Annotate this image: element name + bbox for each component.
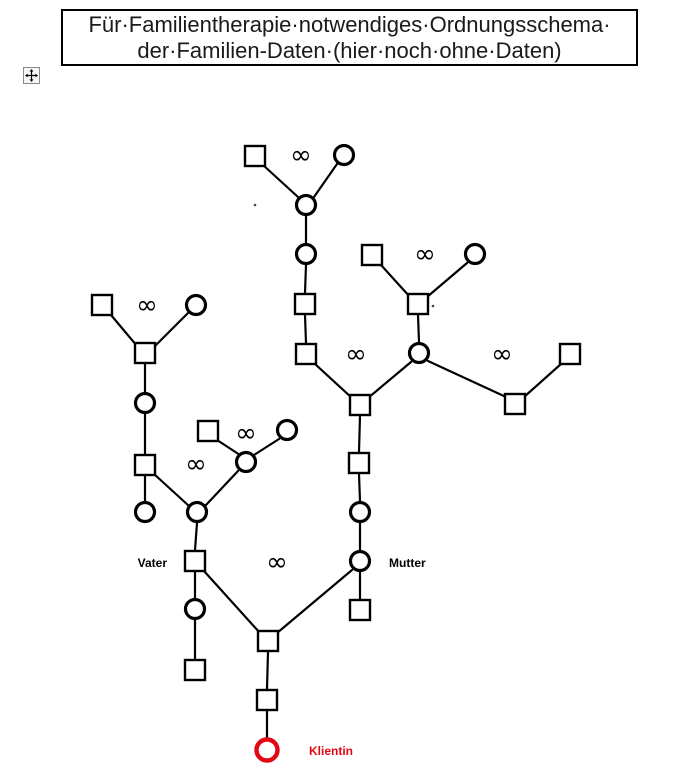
person-female-circle[interactable] xyxy=(136,394,155,413)
person-male-square[interactable] xyxy=(198,421,218,441)
person-male-square[interactable] xyxy=(350,395,370,415)
relationship-line xyxy=(204,571,260,633)
relationship-line xyxy=(195,523,197,550)
person-female-circle[interactable] xyxy=(297,196,316,215)
stray-mark xyxy=(432,305,435,308)
stray-mark xyxy=(254,204,257,207)
person-female-circle[interactable] xyxy=(188,503,207,522)
person-male-square[interactable] xyxy=(92,295,112,315)
relationship-line xyxy=(359,416,360,452)
relationship-line xyxy=(254,439,279,455)
relationship-line xyxy=(524,364,561,397)
person-male-square[interactable] xyxy=(295,294,315,314)
title-line-2: der·Familien-Daten·(hier·noch·ohne·Daten) xyxy=(137,38,562,63)
relationship-line xyxy=(155,313,188,346)
person-female-circle[interactable] xyxy=(278,421,297,440)
marriage-infinity-symbol: ∞ xyxy=(414,239,436,270)
person-female-circle[interactable] xyxy=(186,600,205,619)
marriage-infinity-symbol: ∞ xyxy=(345,339,367,370)
relationship-line xyxy=(305,265,306,293)
person-female-circle[interactable] xyxy=(187,296,206,315)
person-female-circle[interactable] xyxy=(410,344,429,363)
label-vater: Vater xyxy=(137,556,167,570)
marriage-infinity-symbol: ∞ xyxy=(136,290,158,321)
person-male-square[interactable] xyxy=(257,690,277,710)
relationship-line xyxy=(154,474,189,506)
person-female-circle[interactable] xyxy=(351,552,370,571)
relationship-line xyxy=(314,164,337,197)
relationship-line xyxy=(277,570,352,633)
marriage-infinity-symbol: ∞ xyxy=(290,140,312,171)
person-male-square[interactable] xyxy=(135,343,155,363)
relationship-line xyxy=(206,471,238,505)
relationship-line xyxy=(305,315,306,343)
person-female-circle[interactable] xyxy=(351,503,370,522)
person-female-circle[interactable] xyxy=(136,503,155,522)
person-female-circle[interactable] xyxy=(335,146,354,165)
person-male-square[interactable] xyxy=(245,146,265,166)
person-male-square[interactable] xyxy=(505,394,525,414)
person-male-square[interactable] xyxy=(185,660,205,680)
relationship-line xyxy=(418,315,419,342)
marriage-infinity-symbol: ∞ xyxy=(491,339,513,370)
person-male-square[interactable] xyxy=(560,344,580,364)
marriage-infinity-symbol: ∞ xyxy=(185,449,207,480)
label-klientin: Klientin xyxy=(309,744,353,758)
relationship-line xyxy=(359,474,360,501)
relationship-line xyxy=(381,265,410,297)
marriage-infinity-symbol: ∞ xyxy=(266,547,288,578)
relationship-line xyxy=(111,315,137,346)
label-mutter: Mutter xyxy=(389,556,426,570)
person-male-square[interactable] xyxy=(408,294,428,314)
person-female-circle[interactable] xyxy=(297,245,316,264)
title-line-1: Für·Familientherapie·notwendiges·Ordnungsschema· xyxy=(88,12,611,37)
person-male-square[interactable] xyxy=(349,453,369,473)
relationship-line xyxy=(368,362,411,398)
person-male-square[interactable] xyxy=(350,600,370,620)
relationship-line xyxy=(267,652,268,689)
person-male-square[interactable] xyxy=(258,631,278,651)
person-male-square[interactable] xyxy=(296,344,316,364)
person-male-square[interactable] xyxy=(135,455,155,475)
person-female-circle[interactable] xyxy=(237,453,256,472)
person-male-square[interactable] xyxy=(362,245,382,265)
marriage-infinity-symbol: ∞ xyxy=(235,418,257,449)
client-circle[interactable] xyxy=(257,740,278,761)
person-female-circle[interactable] xyxy=(466,245,485,264)
person-male-square[interactable] xyxy=(185,551,205,571)
